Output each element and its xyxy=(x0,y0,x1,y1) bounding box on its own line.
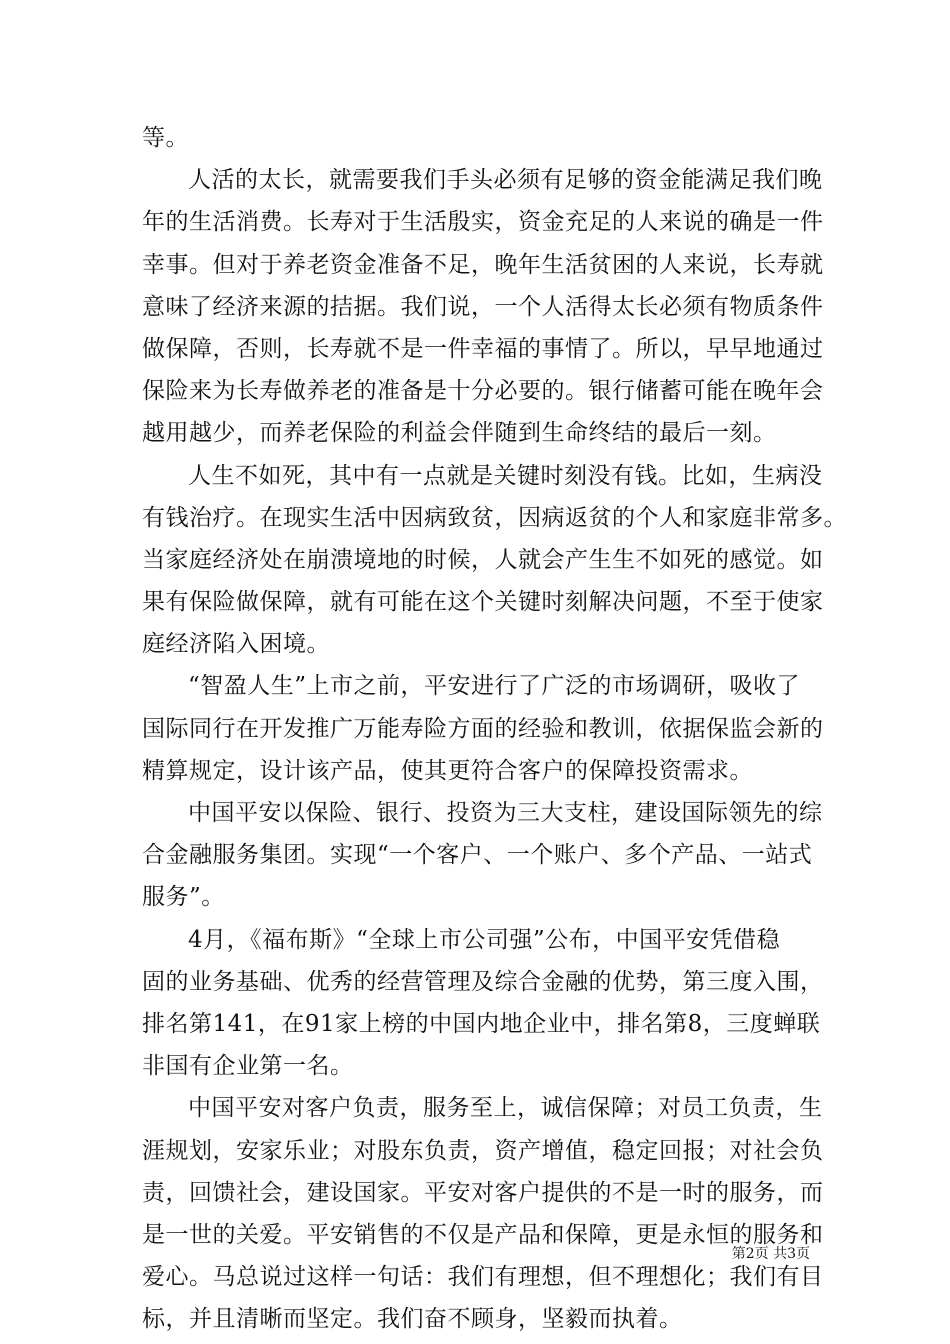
page-number: 第2页 共3页 xyxy=(731,1246,810,1262)
text-line: 保险来为长寿做养老的准备是十分必要的。银行储蓄可能在晚年会 xyxy=(142,378,824,405)
text-line: 固的业务基础、优秀的经营管理及综合金融的优势，第三度入围， xyxy=(142,968,824,995)
text-line: 做保障，否则，长寿就不是一件幸福的事情了。所以，早早地通过 xyxy=(142,335,824,362)
paragraph-start-line: 中国平安对客户负责，服务至上，诚信保障；对员工负责，生 xyxy=(188,1095,823,1122)
text-line: 合金融服务集团。实现“一个客户、一个账户、多个产品、一站式 xyxy=(142,842,813,869)
paragraph-start-line: 人活的太长，就需要我们手头必须有足够的资金能满足我们晚 xyxy=(188,167,823,194)
text-line: 排名第141，在91家上榜的中国内地企业中，排名第8，三度蝉联 xyxy=(142,1010,821,1037)
text-line: 意味了经济来源的拮据。我们说，一个人活得太长必须有物质条件 xyxy=(142,293,824,320)
paragraph-start-line: 4月，《福布斯》“全球上市公司强”公布，中国平安凭借稳 xyxy=(188,926,781,953)
paragraph-start-line: 人生不如死，其中有一点就是关键时刻没有钱。比如，生病没 xyxy=(188,462,823,489)
text-line: 是一世的关爱。平安销售的不仅是产品和保障，更是永恒的服务和 xyxy=(142,1221,824,1248)
text-line: 责，回馈社会，建设国家。平安对客户提供的不是一时的服务，而 xyxy=(142,1179,824,1206)
text-line: 精算规定，设计该产品，使其更符合客户的保障投资需求。 xyxy=(142,757,753,784)
paragraph-start-line: 中国平安以保险、银行、投资为三大支柱，建设国际领先的综 xyxy=(188,800,823,826)
text-line: 等。 xyxy=(142,125,189,151)
text-line: 越用越少，而养老保险的利益会伴随到生命终结的最后一刻。 xyxy=(142,420,777,447)
text-line: 爱心。马总说过这样一句话：我们有理想，但不理想化；我们有目 xyxy=(142,1264,824,1291)
text-line: 年的生活消费。长寿对于生活殷实，资金充足的人来说的确是一件 xyxy=(142,209,824,236)
text-line: 涯规划，安家乐业；对股东负责，资产增值，稳定回报；对社会负 xyxy=(142,1137,824,1164)
text-line: 标，并且清晰而坚定。我们奋不顾身，坚毅而执着。 xyxy=(142,1306,683,1333)
text-line: 非国有企业第一名。 xyxy=(142,1053,354,1080)
text-line: 果有保险做保障，就有可能在这个关键时刻解决问题，不至于使家 xyxy=(142,589,824,616)
document-body xyxy=(142,117,847,1340)
text-line: 当家庭经济处在崩溃境地的时候，人就会产生生不如死的感觉。如 xyxy=(142,546,824,573)
paragraph-start-line: “智盈人生”上市之前，平安进行了广泛的市场调研，吸收了 xyxy=(188,673,801,700)
text-line: 幸事。但对于养老资金准备不足，晚年生活贫困的人来说，长寿就 xyxy=(142,251,824,278)
text-line: 有钱治疗。在现实生活中因病致贫，因病返贫的个人和家庭非常多。 xyxy=(142,504,847,531)
text-line: 庭经济陷入困境。 xyxy=(142,631,330,658)
text-line: 国际同行在开发推广万能寿险方面的经验和教训，依据保监会新的 xyxy=(142,715,824,742)
text-line: 服务”。 xyxy=(142,884,225,911)
